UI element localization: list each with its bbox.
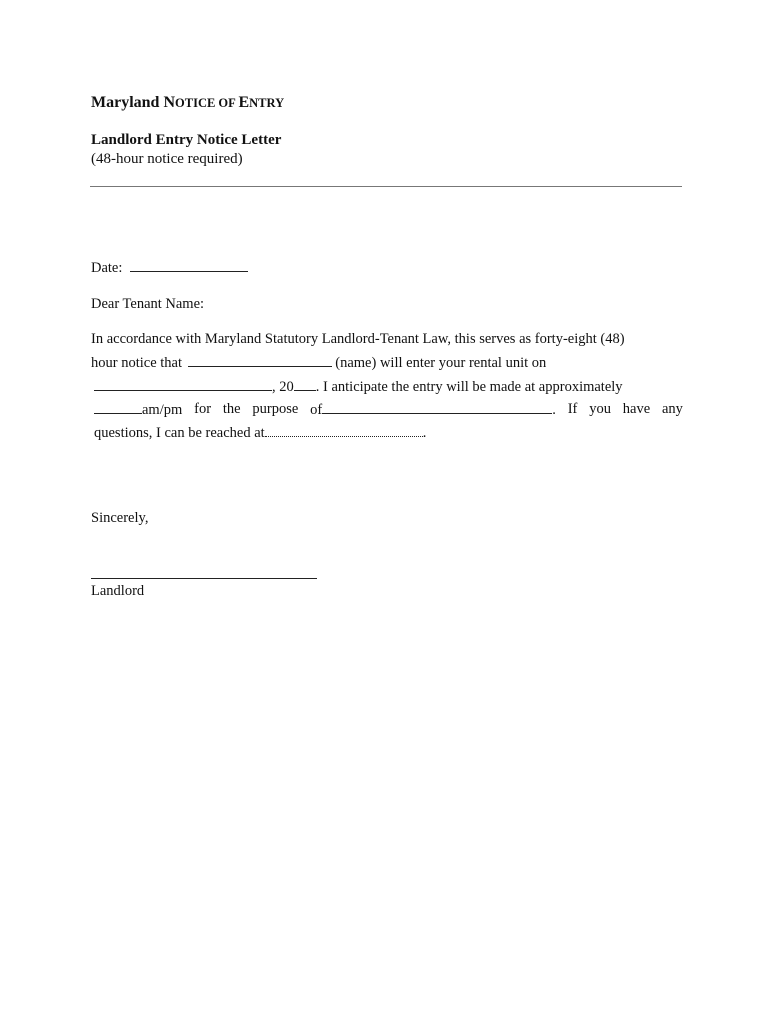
line4-you: you (589, 401, 611, 417)
signature-line[interactable] (91, 578, 317, 579)
line4-the: the (222, 401, 241, 417)
line5-text-b: . (422, 425, 427, 441)
closing: Sincerely, (91, 510, 149, 526)
line4-for: for (194, 401, 212, 417)
time-blank[interactable] (94, 401, 142, 414)
line4-any: any (661, 401, 683, 417)
line4-of: of (310, 402, 323, 418)
contact-blank[interactable] (265, 424, 423, 437)
entry-date-blank[interactable] (94, 378, 272, 391)
header-divider (90, 186, 682, 187)
paragraph-line-1: In accordance with Maryland Statutory Landlord-Tenant Law, this serves as forty-eight (48) (91, 331, 625, 347)
paragraph-line-2 (91, 354, 546, 372)
title-prefix: Maryland (91, 94, 164, 111)
document-subtitle: Landlord Entry Notice Letter (91, 132, 282, 148)
date-blank[interactable] (130, 259, 248, 272)
line4-purpose: purpose (252, 401, 299, 417)
year-blank[interactable] (294, 378, 316, 391)
line4-have: have (622, 401, 651, 417)
line4-period: . (552, 402, 556, 418)
paragraph-line-4 (94, 401, 683, 419)
date-line (91, 259, 248, 277)
line4-if: If (567, 401, 578, 417)
title-n: N (163, 94, 176, 111)
signature-label: Landlord (91, 583, 145, 599)
paragraph-line-5 (94, 424, 426, 442)
purpose-blank[interactable] (322, 401, 552, 414)
title-e: E (238, 94, 250, 111)
notice-requirement: (48-hour notice required) (91, 151, 243, 167)
line3-text-b: . I anticipate the entry will be made at approximately (315, 379, 623, 395)
greeting: Dear Tenant Name: (91, 296, 205, 312)
line3-text-a: , 20 (272, 379, 294, 395)
paragraph-line-3 (91, 378, 623, 396)
name-blank[interactable] (188, 354, 332, 367)
line5-text-a: questions, I can be reached at (94, 425, 265, 441)
title-otice: OTICE OF (175, 96, 239, 110)
line4-ampm: am/pm (142, 402, 183, 418)
title-ntry: NTRY (249, 96, 285, 110)
line2-text-b: (name) will enter your rental unit on (335, 355, 547, 371)
document-title (91, 94, 284, 112)
line2-text-a: hour notice that (91, 355, 183, 371)
date-label: Date: (91, 260, 123, 276)
